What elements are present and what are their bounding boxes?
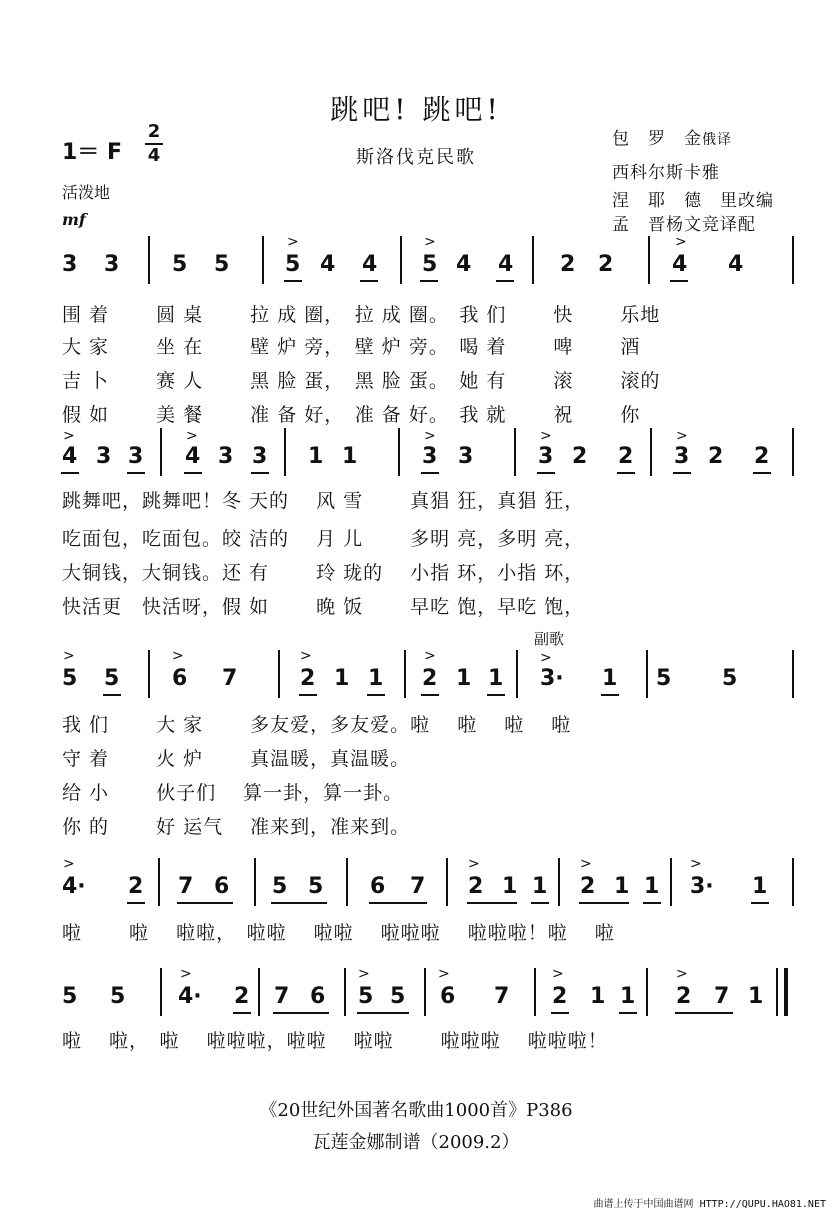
note: 5 [308,874,324,899]
note: 2 [580,874,596,899]
note: 5 [422,252,438,277]
lyric-line: 快活更 快活呀，假 如 晚 饭 早吃 饱，早吃 饱， [62,596,585,618]
note: 5 [272,874,288,899]
lyric-line: 大 家 坐 在 壁 炉 旁， 壁 炉 旁。 喝 着 啤 酒 [62,336,641,358]
note: 4 [672,252,688,277]
credit-2: 西科尔斯卡雅 [612,163,720,183]
note: 2 [552,984,568,1009]
time-sig-bottom: 4 [147,145,161,166]
note: 7 [494,984,510,1009]
note: 2 [708,444,724,469]
note: 2 [598,252,614,277]
note: 6 [370,874,386,899]
note: 3 [96,444,112,469]
note: 4 [498,252,514,277]
note: 6 [310,984,326,1009]
note: 5 [656,666,672,691]
note: 6 [214,874,230,899]
note: 1 [502,874,518,899]
note: 2 [572,444,588,469]
note: 4 [62,444,78,469]
note: 2 [300,666,316,691]
note: 3 [62,252,78,277]
note: 2 [468,874,484,899]
note: 6 [440,984,456,1009]
lyric-line: 守 着 火 炉 真温暖，真温暖。 [62,748,411,770]
credit-1: 包 罗 金俄译 [612,129,732,149]
note: 1 [602,666,618,691]
lyric-line: 给 小 伙子们 算一卦，算一卦。 [62,782,404,804]
note: 1 [334,666,350,691]
note: 2 [560,252,576,277]
transcriber-credit: 瓦莲金娜制谱（2009.2） [312,1132,520,1153]
lyric-line: 啦 啦， 啦 啦啦啦，啦啦 啦啦 啦啦啦 啦啦啦！ [62,1030,608,1052]
note: 4 [320,252,336,277]
note: 1 [368,666,384,691]
note: 2 [754,444,770,469]
lyric-line: 我 们 大 家 多友爱，多友爱。啦 啦 啦 啦 [62,714,572,736]
note: 3 [252,444,268,469]
credit-3: 涅 耶 德 里改编 [612,191,774,211]
watermark: 曲谱上传于中国曲谱网 HTTP://QUPU.HAO81.NET [593,1199,826,1210]
note: 5 [62,984,78,1009]
note: 2 [234,984,250,1009]
section-label: 副歌 [534,630,565,648]
note: 3· [690,874,714,899]
time-signature [145,122,163,166]
note: 5 [214,252,230,277]
note: 7 [222,666,238,691]
note: 1 [342,444,358,469]
time-sig-top: 2 [147,121,161,142]
note: 1 [456,666,472,691]
song-subtitle: 斯洛伐克民歌 [356,147,476,168]
note: 1 [308,444,324,469]
note: 1 [752,874,768,899]
note: 5 [358,984,374,1009]
note: 1 [590,984,606,1009]
credit-4: 孟 晋杨文竞译配 [612,215,756,235]
note: 5 [172,252,188,277]
source-citation: 《20世纪外国著名歌曲1000首》P386 [259,1100,573,1121]
note: 3 [128,444,144,469]
note: 5 [285,252,301,277]
note: 1 [488,666,504,691]
note: 3 [538,444,554,469]
tempo-marking: 活泼地 [62,183,111,202]
note: 3 [458,444,474,469]
note: 5 [722,666,738,691]
lyric-line: 跳舞吧，跳舞吧！冬 天的 风 雪 真猖 狂，真猖 狂， [62,490,585,512]
song-title: 跳吧! 跳吧! [330,93,502,126]
note: 2 [618,444,634,469]
lyric-line: 大铜钱，大铜钱。还 有 玲 珑的 小指 环，小指 环， [62,562,585,584]
note: 4· [178,984,202,1009]
key-signature: 1＝ F [62,140,122,165]
note: 4 [362,252,378,277]
note: 4 [185,444,201,469]
note: 4· [62,874,86,899]
lyric-line: 你 的 好 运气 准来到，准来到。 [62,816,411,838]
lyric-line: 围 着 圆 桌 拉 成 圈， 拉 成 圈。 我 们 快 乐地 [62,304,661,326]
note: 5 [62,666,78,691]
note: 3 [422,444,438,469]
note: 1 [532,874,548,899]
note: 1 [614,874,630,899]
note: 1 [748,984,764,1009]
note: 7 [410,874,426,899]
dynamic-marking: mf [62,210,86,229]
note: 5 [104,666,120,691]
note: 7 [274,984,290,1009]
note: 5 [390,984,406,1009]
note: 6 [172,666,188,691]
note: 4 [728,252,744,277]
note: 7 [178,874,194,899]
note: 2 [676,984,692,1009]
lyric-line: 吉 卜 赛 人 黑 脸 蛋， 黑 脸 蛋。 她 有 滚 滚的 [62,370,661,392]
note: 4 [456,252,472,277]
note: 2 [128,874,144,899]
note: 5 [110,984,126,1009]
note: 3 [218,444,234,469]
note: 3 [674,444,690,469]
note: 3 [104,252,120,277]
note: 1 [620,984,636,1009]
note: 1 [644,874,660,899]
note: 3· [540,666,564,691]
lyric-line: 吃面包，吃面包。皎 洁的 月 儿 多明 亮，多明 亮， [62,528,585,550]
note: 2 [422,666,438,691]
lyric-line: 假 如 美 餐 准 备 好， 准 备 好。 我 就 祝 你 [62,404,641,426]
lyric-line: 啦 啦 啦啦， 啦啦 啦啦 啦啦啦 啦啦啦！啦 啦 [62,922,615,944]
note: 7 [714,984,730,1009]
